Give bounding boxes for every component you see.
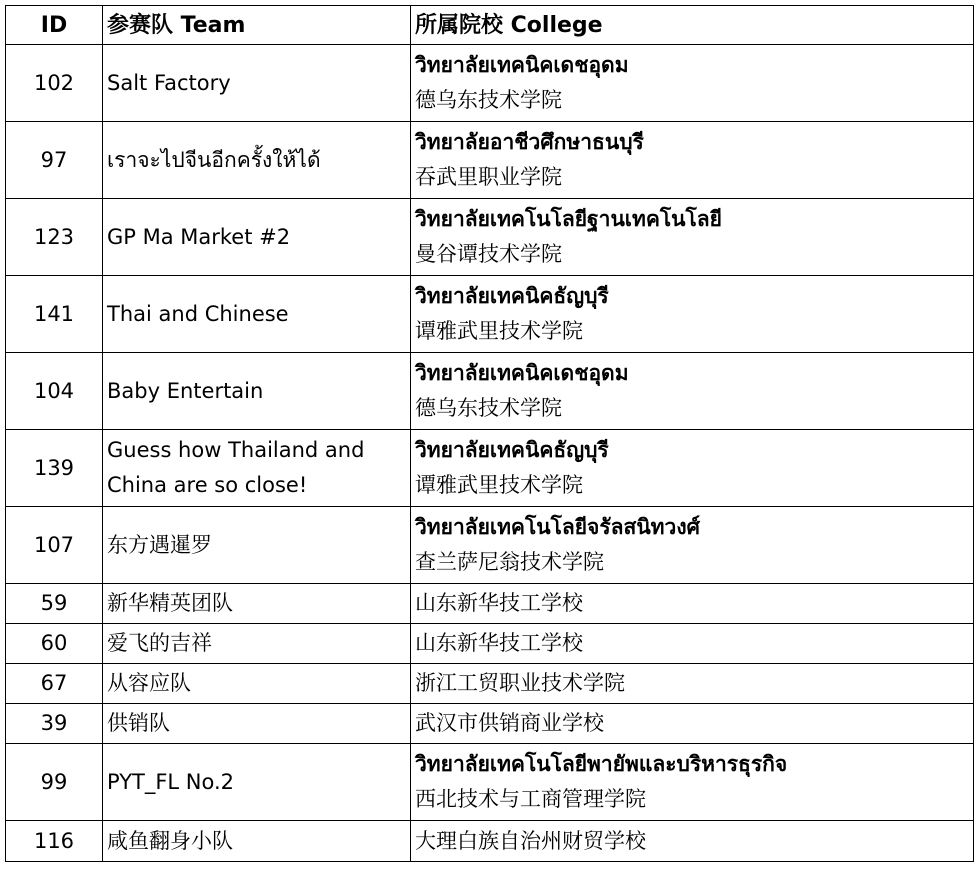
header-row — [6, 6, 974, 45]
college-chinese: 浙江工贸职业技术学院 — [411, 664, 974, 704]
college-chinese: 吞武里职业学院 — [415, 165, 562, 189]
college-chinese: 查兰萨尼翁技术学院 — [415, 550, 604, 574]
team-id: 104 — [6, 353, 103, 430]
college-cell — [411, 199, 974, 276]
table-row — [6, 199, 974, 276]
team-header: 参赛队 Team — [103, 6, 411, 45]
table-row — [6, 353, 974, 430]
team-name: 新华精英团队 — [103, 584, 411, 624]
college-thai: วิทยาลัยอาชีวศึกษาธนบุรี — [415, 130, 644, 154]
table-row — [6, 664, 974, 704]
college-cell — [411, 276, 974, 353]
team-name: 东方遇暹罗 — [103, 507, 411, 584]
table-row — [6, 704, 974, 744]
college-cell — [411, 353, 974, 430]
table-row — [6, 507, 974, 584]
college-chinese: 西北技术与工商管理学院 — [415, 787, 646, 811]
team-id: 99 — [6, 744, 103, 821]
team-name: Salt Factory — [103, 45, 411, 122]
team-id: 123 — [6, 199, 103, 276]
id-header: ID — [6, 6, 103, 45]
college-cell — [411, 430, 974, 507]
team-name: PYT_FL No.2 — [103, 744, 411, 821]
teams-table — [5, 5, 974, 862]
college-cell — [411, 507, 974, 584]
college-thai: วิทยาลัยเทคนิคเดชอุดม — [415, 53, 629, 77]
college-header: 所属院校 College — [411, 6, 974, 45]
team-id: 107 — [6, 507, 103, 584]
team-id: 59 — [6, 584, 103, 624]
college-cell — [411, 744, 974, 821]
table-row — [6, 430, 974, 507]
college-chinese: 谭雅武里技术学院 — [415, 319, 583, 343]
table-row — [6, 744, 974, 821]
college-chinese: 谭雅武里技术学院 — [415, 473, 583, 497]
college-chinese: 德乌东技术学院 — [415, 396, 562, 420]
college-chinese: 武汉市供销商业学校 — [411, 704, 974, 744]
team-id: 97 — [6, 122, 103, 199]
college-chinese: 山东新华技工学校 — [411, 584, 974, 624]
team-name: 咸鱼翻身小队 — [103, 821, 411, 862]
table-row — [6, 584, 974, 624]
table-row — [6, 821, 974, 862]
table-row — [6, 122, 974, 199]
team-name: Thai and Chinese — [103, 276, 411, 353]
team-name: 从容应队 — [103, 664, 411, 704]
team-name: Baby Entertain — [103, 353, 411, 430]
team-name: Guess how Thailand and China are so close! — [103, 430, 411, 507]
table-row — [6, 45, 974, 122]
college-chinese: 德乌东技术学院 — [415, 88, 562, 112]
college-chinese: 山东新华技工学校 — [411, 624, 974, 664]
team-name: 爱飞的吉祥 — [103, 624, 411, 664]
team-id: 139 — [6, 430, 103, 507]
table-row — [6, 624, 974, 664]
team-id: 116 — [6, 821, 103, 862]
team-id: 67 — [6, 664, 103, 704]
team-id: 102 — [6, 45, 103, 122]
team-id: 60 — [6, 624, 103, 664]
team-name: GP Ma Market #2 — [103, 199, 411, 276]
college-thai: วิทยาลัยเทคนิคเดชอุดม — [415, 361, 629, 385]
college-chinese: 曼谷谭技术学院 — [415, 242, 562, 266]
college-thai: วิทยาลัยเทคนิคธัญบุรี — [415, 284, 609, 308]
college-chinese: 大理白族自治州财贸学校 — [411, 821, 974, 862]
college-thai: วิทยาลัยเทคโนโลยีฐานเทคโนโลยี — [415, 207, 722, 231]
college-thai: วิทยาลัยเทคโนโลยีจรัลสนิทวงศ์ — [415, 515, 700, 539]
team-name: เราจะไปจีนอีกครั้งให้ได้ — [103, 122, 411, 199]
team-id: 141 — [6, 276, 103, 353]
college-cell — [411, 45, 974, 122]
college-cell — [411, 122, 974, 199]
table-row — [6, 276, 974, 353]
team-name: 供销队 — [103, 704, 411, 744]
college-thai: วิทยาลัยเทคโนโลยีพายัพและบริหารธุรกิจ — [415, 752, 788, 776]
college-thai: วิทยาลัยเทคนิคธัญบุรี — [415, 438, 609, 462]
team-id: 39 — [6, 704, 103, 744]
